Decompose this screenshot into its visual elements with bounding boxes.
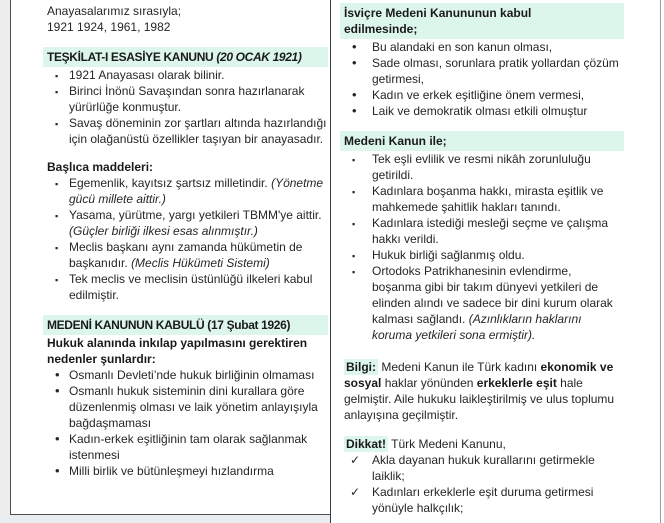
list-item-text: Akla dayanan hukuk kurallarını getirmekle laiklik; [372, 453, 595, 483]
info-text: hale gelmiştir. Aile hukuku laikleştirilmiş ve ulus toplumu anlayışına geçilmiştir. [344, 376, 615, 422]
section-date: (17 Şubat 1926) [207, 318, 291, 332]
list-item [47, 207, 328, 239]
list-item-text: Egemenlik, kayıtsız şartsız milletindir. [69, 176, 268, 190]
check-list-item [344, 484, 624, 516]
list-item-text: Kadınlara istediği mesleği seçme ve çalışma hakkı verildi. [372, 216, 609, 246]
list-item-note: (Azınlıkların haklarını koruma yetkileri sona ermiştir). [372, 312, 582, 342]
list-item-text: Yasama, yürütme, yargı yetkileri TBMM'ye aittir. [69, 208, 322, 222]
square-bullet-icon: ▪ [352, 187, 356, 197]
check-list-item [344, 452, 624, 484]
intro-line-2: 1921 1924, 1961, 1982 [47, 20, 171, 34]
list-item-text: Tek eşli evlilik ve resmi nikâh zorunluluğu getirildi. [372, 152, 591, 182]
list-item [344, 215, 624, 247]
square-bullet-icon: ▪ [352, 219, 356, 229]
list-item-text: Meclis başkanı aynı zamanda hükümetin de başkanıdır. [69, 240, 303, 270]
right-column [330, 0, 661, 523]
list-item-note: (Meclis Hükümeti Sistemi) [131, 256, 270, 270]
list-item-note: (Güçler birliği ilkesi esas alınmıştır.) [69, 224, 258, 238]
list-item-text: Milli birlik ve bütünleşmeyi hızlandırma [69, 464, 274, 478]
square-bullet-icon: ▪ [352, 267, 356, 277]
page-bottom-margin [0, 515, 330, 523]
list-item [47, 463, 328, 479]
section-heading-isvicre [340, 3, 624, 39]
round-bullet-icon: • [352, 39, 357, 54]
round-bullet-icon: • [55, 383, 60, 398]
square-bullet-icon: ▪ [55, 119, 59, 129]
list-item-text: Kadın ve erkek eşitliğine önem vermesi, [372, 88, 585, 102]
info-label: Bilgi: [346, 360, 376, 374]
list-item-text: Bu alandaki en son kanun olması, [372, 40, 553, 54]
page-left-margin [0, 0, 10, 523]
list-item-text: Kadın-erkek eşitliğinin tam olarak sağlanmak istenmesi [69, 432, 308, 462]
list-item-text: Sade olması, sorunlara pratik yollardan çözüm getirmesi, [372, 56, 619, 86]
list-item [344, 183, 624, 215]
list-item [47, 239, 328, 271]
section-title: MEDENİ KANUNUN KABULÜ [47, 318, 205, 332]
list-item [47, 67, 328, 83]
list-item-text: Kadınlara boşanma hakkı, mirasta eşitlik ve mahkemede şahitlik hakları tanındı. [372, 184, 604, 214]
round-bullet-icon: • [352, 55, 357, 70]
section-heading-teskilat [43, 47, 328, 67]
round-bullet-icon: • [55, 463, 60, 478]
list-item [47, 83, 328, 115]
list-item [344, 87, 624, 103]
info-text: Medeni Kanun ile Türk kadını [378, 360, 541, 374]
list-item [344, 39, 624, 55]
list-item [344, 55, 624, 87]
list-item [344, 103, 624, 119]
list-item [344, 263, 624, 343]
section-heading-medeni-ile [340, 131, 624, 151]
warning-text: Türk Medeni Kanunu, [388, 437, 506, 451]
list-item [47, 431, 328, 463]
list-item [47, 175, 328, 207]
list-item-text: Kadınları erkeklerle eşit duruma getirmesi yönüyle halkçılık; [372, 485, 594, 515]
info-bold: ekonomik ve sosyal [344, 360, 614, 390]
list-item-text: Ortodoks Patrikhanesinin evlendirme, boşanma gibi bir takım dünyevi yetkileri de elinden alındı ve sadece bir dini kurum olarak kalması sağlandı. [372, 264, 613, 326]
section-title: İsviçre Medeni Kanununun kabul edilmesinde; [344, 6, 532, 36]
section-date: (20 OCAK 1921) [216, 50, 302, 64]
list-item [47, 115, 328, 147]
round-bullet-icon: • [55, 367, 60, 382]
intro-line-1: Anayasalarımız sırasıyla; [47, 4, 182, 18]
round-bullet-icon: • [352, 103, 357, 118]
square-bullet-icon: ▪ [55, 275, 59, 285]
list-item [47, 367, 328, 383]
section-subtitle: Hukuk alanında inkılap yapılmasını gerektiren nedenler şunlardır: [47, 336, 308, 366]
square-bullet-icon: ▪ [352, 251, 356, 261]
square-bullet-icon: ▪ [55, 71, 59, 81]
square-bullet-icon: ▪ [55, 87, 59, 97]
square-bullet-icon: ▪ [55, 179, 59, 189]
section-heading-maddeler: Başlıca maddeleri: [47, 160, 154, 174]
list-item-note: (Yönetme gücü millete aittir.) [69, 176, 324, 206]
square-bullet-icon: ▪ [352, 155, 356, 165]
list-item-text: Hukuk birliği sağlanmış oldu. [372, 248, 525, 262]
info-bold: erkeklerle eşit [476, 376, 557, 390]
list-item [344, 247, 624, 263]
square-bullet-icon: ▪ [55, 211, 59, 221]
warning-note [344, 436, 624, 452]
check-icon: ✓ [350, 485, 361, 499]
warning-label: Dikkat! [346, 437, 387, 451]
list-item-text: Tek meclis ve meclisin üstünlüğü ilkeleri kabul edilmiştir. [69, 272, 313, 302]
check-icon: ✓ [350, 453, 361, 467]
list-item-text: Savaş döneminin zor şartları altında hazırlandığı için olağanüstü özellikler taşıyan bir anayasadır. [69, 116, 327, 146]
left-column [10, 0, 330, 515]
info-text: haklar yönünden [381, 376, 477, 390]
list-item-text: Osmanlı hukuk sisteminin dini kurallara göre düzenlenmiş olması ve laik yönetim anlayışıyla bağdaşmaması [69, 384, 318, 430]
section-heading-medeni-kanun [43, 315, 328, 335]
info-note [344, 359, 624, 423]
list-item [344, 151, 624, 183]
section-title: Medeni Kanun ile; [344, 134, 447, 148]
list-item [47, 383, 328, 431]
list-item [47, 271, 328, 303]
list-item-text: Osmanlı Devleti’nde hukuk birliğinin olmaması [69, 368, 315, 382]
square-bullet-icon: ▪ [55, 243, 59, 253]
section-title: TEŞKİLAT-I ESASİYE KANUNU [47, 50, 214, 64]
list-item-text: Birinci İnönü Savaşından sonra hazırlanarak yürürlüğe konmuştur. [69, 84, 305, 114]
round-bullet-icon: • [55, 431, 60, 446]
list-item-text: Laik ve demokratik olması etkili olmuştur [372, 104, 588, 118]
round-bullet-icon: • [352, 87, 357, 102]
list-item-text: 1921 Anayasası olarak bilinir. [69, 68, 225, 82]
